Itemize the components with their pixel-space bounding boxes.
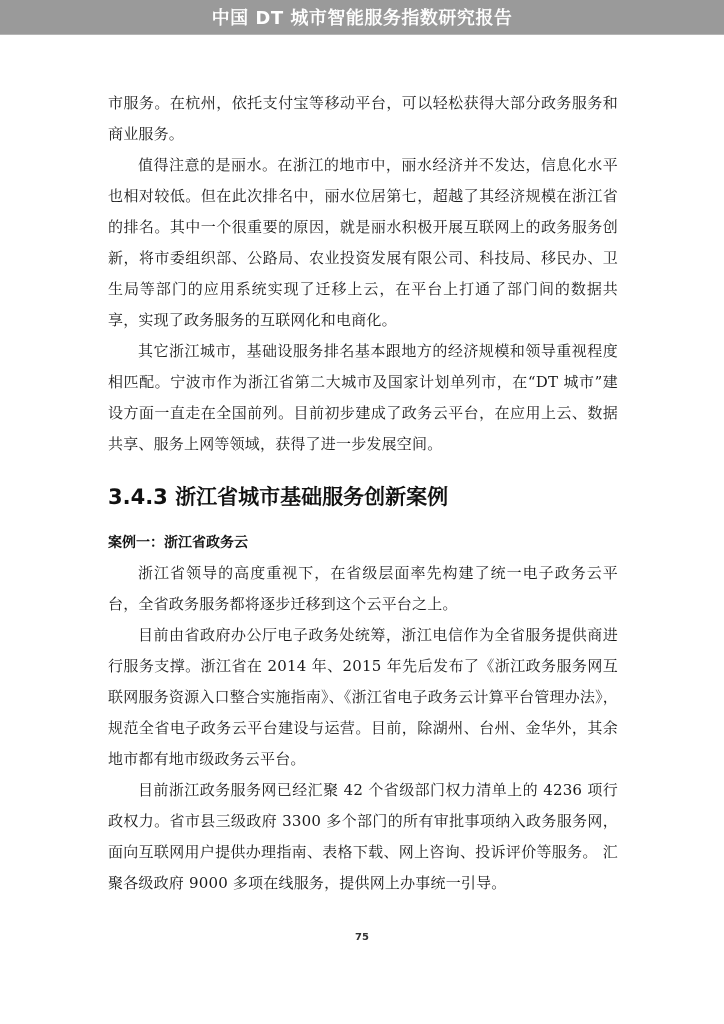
- page-number: 75: [355, 932, 369, 943]
- case-title: 案例一：浙江省政务云: [108, 535, 248, 551]
- paragraph-gov-cloud-intro: 浙江省领导的高度重视下，在省级层面率先构建了统一电子政务云平台，全省政务服务都将逐步迁移到这个云平台之上。: [108, 564, 618, 613]
- paragraph-gov-service-network: 目前浙江政务服务网已经汇聚 42 个省级部门权力清单上的 4236 项行政权力。省市县三级政府 3300 多个部门的所有审批事项纳入政务服务网，面向互联网用户提供办理指南、表格下载、网上咨询、投诉评价等服务。 汇聚各级政府 9000 多项在线服务，提供网上办事统一引导。: [108, 781, 618, 892]
- page-content: [108, 88, 618, 899]
- page-header: [0, 0, 724, 35]
- section-title: 3.4.3 浙江省城市基础服务创新案例: [108, 485, 449, 509]
- paragraph-gov-cloud-support: 目前由省政府办公厅电子政务处统筹，浙江电信作为全省服务提供商进行服务支撑。浙江省在 2014 年、2015 年先后发布了《浙江政务服务网互联网服务资源入口整合实施指南》、《浙江省电子政务云计算平台管理办法》，规范全省电子政务云平台建设与运营。目前，除湖州、台州、金华外，其余地市都有地市级政务云平台。: [108, 626, 618, 768]
- paragraph-other-cities: 其它浙江城市，基础设服务排名基本跟地方的经济规模和领导重视程度相匹配。宁波市作为浙江省第二大城市及国家计划单列市，在“DT 城市”建设方面一直走在全国前列。目前初步建成了政务云平台，在应用上云、数据共享、服务上网等领域，获得了进一步发展空间。: [108, 342, 618, 453]
- paragraph-lishui: 值得注意的是丽水。在浙江的地市中，丽水经济并不发达，信息化水平也相对较低。但在此次排名中，丽水位居第七，超越了其经济规模在浙江省的排名。其中一个很重要的原因，就是丽水积极开展互联网上的政务服务创新，将市委组织部、公路局、农业投资发展有限公司、科技局、移民办、卫生局等部门的应用系统实现了迁移上云，在平台上打通了部门间的数据共享，实现了政务服务的互联网化和电商化。: [108, 156, 618, 329]
- paragraph-hangzhou: 市服务。在杭州，依托支付宝等移动平台，可以轻松获得大部分政务服务和商业服务。: [108, 94, 618, 143]
- report-title: 中国 DT 城市智能服务指数研究报告: [211, 8, 513, 29]
